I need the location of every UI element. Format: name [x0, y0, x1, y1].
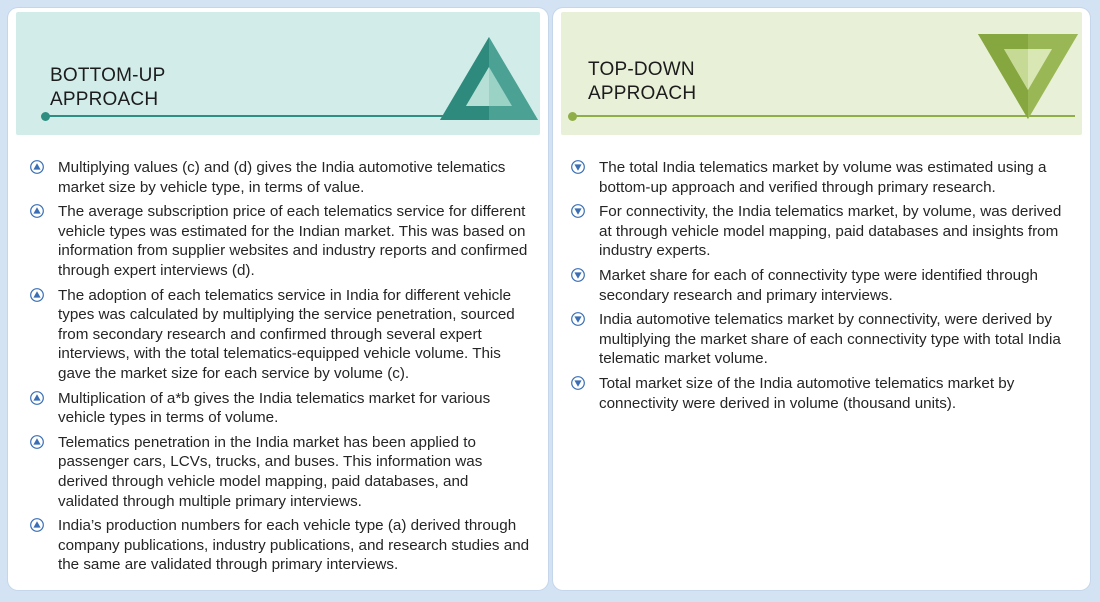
bottom-up-title-line1: BOTTOM-UP — [50, 65, 166, 86]
bullet-down-triangle-icon — [571, 268, 585, 282]
bullet-up-triangle-icon — [30, 204, 44, 218]
bottom-up-title-line2: APPROACH — [50, 89, 159, 110]
list-item — [30, 516, 530, 575]
list-item — [571, 202, 1076, 261]
list-item — [571, 374, 1076, 413]
list-item — [30, 433, 530, 511]
bullet-up-triangle-icon — [30, 435, 44, 449]
list-item-text: India automotive telematics market by connectivity, were derived by multiplying the market share of each connectivity type with total India telematic market volume. — [599, 311, 1061, 368]
list-item — [571, 158, 1076, 197]
list-item-text: Total market size of the India automotive telematics market by connectivity were derived in volume (thousand units). — [599, 374, 1015, 412]
list-item — [571, 310, 1076, 369]
bottom-up-header — [16, 12, 540, 135]
top-down-panel — [553, 8, 1090, 590]
list-item-text: The total India telematics market by volume was estimated using a bottom-up approach and verified through primary research. — [599, 159, 1047, 196]
list-item — [30, 158, 530, 197]
list-item-text: Market share for each of connectivity type were identified through secondary research and primary interviews. — [599, 266, 1038, 304]
list-item-text: Multiplication of a*b gives the India telematics market for various vehicle types in terms of volume. — [58, 389, 491, 427]
bottom-up-title — [50, 64, 165, 112]
top-down-header — [561, 12, 1082, 135]
list-item-text: Telematics penetration in the India market has been applied to passenger cars, LCVs, trucks, and buses. This information was derived through vehicle model mapping, paid databases, and validated through multiple primary interviews. — [58, 433, 483, 510]
bullet-up-triangle-icon — [30, 288, 44, 302]
bottom-up-list — [30, 158, 530, 580]
top-down-title-line2: APPROACH — [588, 83, 697, 104]
top-down-list — [571, 158, 1076, 418]
bullet-down-triangle-icon — [571, 204, 585, 218]
list-item — [30, 389, 530, 428]
list-item-text: The adoption of each telematics service in India for different vehicle types was calculated by multiplying the service penetration, sourced from secondary research and confirmed through several expert interviews, with the total telematics-equipped vehicle volume. This gave the market size for each service by volume (c). — [58, 286, 515, 382]
divider-dot — [41, 112, 50, 121]
bottom-up-panel — [8, 8, 548, 590]
list-item — [30, 202, 530, 280]
list-item-text: Multiplying values (c) and (d) gives the India automotive telematics market size by vehicle type, in terms of value. — [58, 159, 506, 196]
bullet-up-triangle-icon — [30, 518, 44, 532]
top-down-title-line1: TOP-DOWN — [588, 59, 695, 80]
bullet-up-triangle-icon — [30, 160, 44, 174]
bullet-down-triangle-icon — [571, 312, 585, 326]
bullet-down-triangle-icon — [571, 376, 585, 390]
down-triangle-icon — [975, 30, 1081, 122]
list-item — [30, 286, 530, 384]
up-triangle-icon — [437, 34, 541, 124]
list-item — [571, 266, 1076, 305]
list-item-text: The average subscription price of each telematics service for different vehicle types was estimated for the Indian market. This was based on information from supplier websites and industry reports and confirmed through expert interviews (d). — [58, 203, 528, 279]
top-down-title — [588, 58, 696, 106]
bullet-down-triangle-icon — [571, 160, 585, 174]
bullet-up-triangle-icon — [30, 391, 44, 405]
list-item-text: India’s production numbers for each vehicle type (a) derived through company publications, industry publications, and research studies and the same are validated through primary interviews. — [58, 517, 530, 574]
divider-dot — [568, 112, 577, 121]
list-item-text: For connectivity, the India telematics market, by volume, was derived at through vehicle model mapping, paid databases and insights from industry experts. — [599, 203, 1062, 260]
